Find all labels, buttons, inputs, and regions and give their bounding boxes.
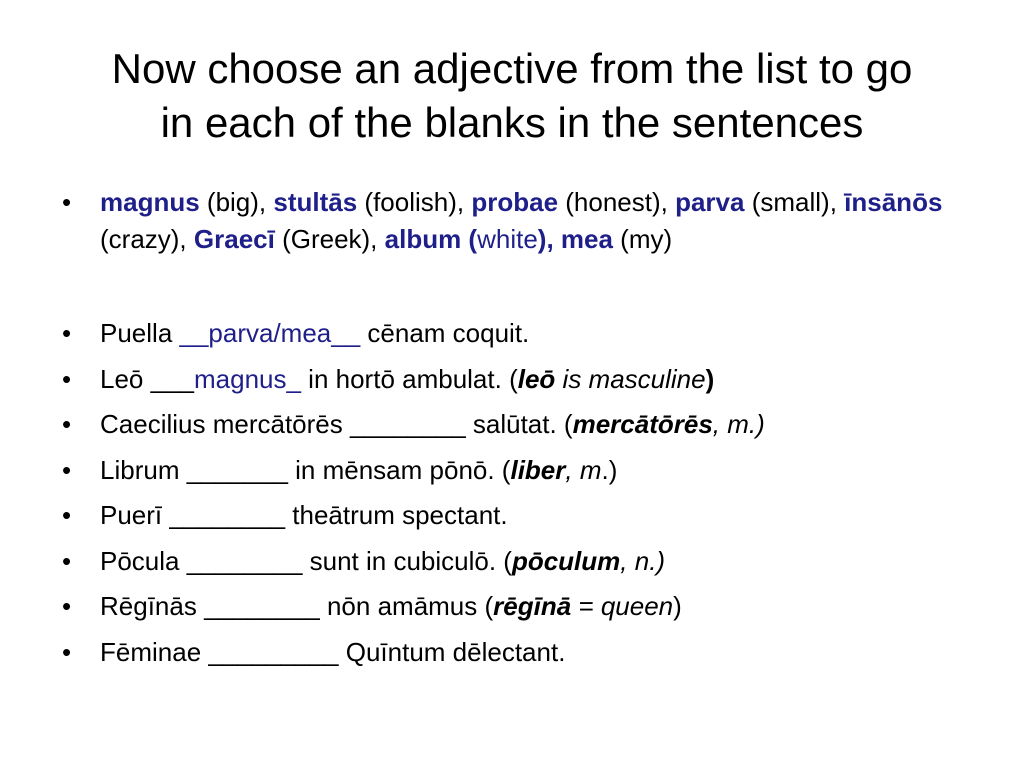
bullet-icon: • — [62, 318, 72, 348]
vocab-word: ), — [537, 224, 561, 254]
sentence-text: Caecilius mercātōrēs ________ salūtat. ( — [100, 409, 573, 439]
sentence-text: Puella — [100, 318, 180, 348]
vocab-word: mea — [560, 224, 613, 254]
vocab-gloss: (small), — [744, 187, 845, 217]
bullet-icon: • — [62, 545, 72, 576]
hint-text: , m.) — [712, 409, 765, 439]
hint-text: , n.) — [620, 545, 666, 576]
title-line-1: Now choose an adjective from the list to go — [111, 45, 913, 92]
sentence-text: Leō ___ — [100, 363, 194, 394]
sentence-text: Pōcula ________ sunt in cubiculō. ( — [100, 545, 512, 576]
vocab-word: probae — [471, 187, 559, 217]
bullet-icon: • — [62, 500, 72, 530]
answer-text: __parva/mea__ — [179, 318, 361, 348]
vocab-gloss: (Greek), — [274, 224, 385, 254]
hint-text: , m — [565, 454, 602, 485]
bullet-icon: • — [62, 636, 72, 667]
sentence-item — [62, 493, 962, 539]
vocab-word: stultās — [273, 187, 358, 217]
hint-word: mercātōrēs — [572, 409, 713, 439]
sentence-item — [62, 402, 962, 448]
bullet-icon: • — [62, 591, 72, 621]
hint-word: pōculum — [511, 545, 621, 576]
bullet-icon: • — [62, 409, 72, 439]
vocab-word: parva — [675, 187, 745, 217]
vocab-gloss: (honest), — [558, 187, 676, 217]
vocab-gloss: white — [477, 224, 538, 254]
hint-close: ) — [673, 591, 682, 621]
bullet-list — [62, 184, 962, 675]
sentence-text: in hortō ambulat. ( — [300, 363, 518, 394]
sentence-text: cēnam coquit. — [360, 318, 530, 348]
sentence-item — [62, 630, 962, 676]
sentence-item — [62, 448, 962, 494]
sentence-text: Fēminae _________ Quīntum dēlectant. — [100, 636, 566, 667]
bullet-icon: • — [62, 363, 72, 394]
sentence-text: Librum _______ in mēnsam pōnō. ( — [100, 454, 511, 485]
vocab-gloss: (big), — [199, 187, 274, 217]
vocab-word: Graecī — [193, 224, 275, 254]
vocab-word: magnus — [100, 187, 200, 217]
sentence-item — [62, 311, 962, 357]
sentence-text: Rēgīnās ________ nōn amāmus ( — [100, 591, 494, 621]
sentence-item — [62, 357, 962, 403]
hint-word: leō — [517, 363, 556, 394]
title-line-2: in each of the blanks in the sentences — [160, 99, 864, 146]
vocab-gloss: (my) — [612, 224, 673, 254]
bullet-icon: • — [62, 454, 72, 485]
hint-text: = queen — [571, 591, 674, 621]
vocab-gloss: (foolish), — [357, 187, 472, 217]
hint-word: rēgīnā — [493, 591, 572, 621]
bullet-icon: • — [62, 187, 72, 217]
vocab-gloss: (crazy), — [100, 224, 194, 254]
hint-text: is masculine — [555, 363, 706, 394]
sentence-item — [62, 584, 962, 630]
vocab-list-item — [62, 184, 962, 258]
vocab-word: album ( — [384, 224, 478, 254]
hint-close: ) — [705, 363, 715, 394]
vocab-word: īnsānōs — [844, 187, 943, 217]
sentence-text: Puerī ________ theātrum spectant. — [100, 500, 508, 530]
hint-close: .) — [601, 454, 618, 485]
sentence-item — [62, 539, 962, 585]
answer-text: magnus_ — [193, 363, 301, 394]
slide-title — [40, 42, 984, 150]
hint-word: liber — [510, 454, 566, 485]
